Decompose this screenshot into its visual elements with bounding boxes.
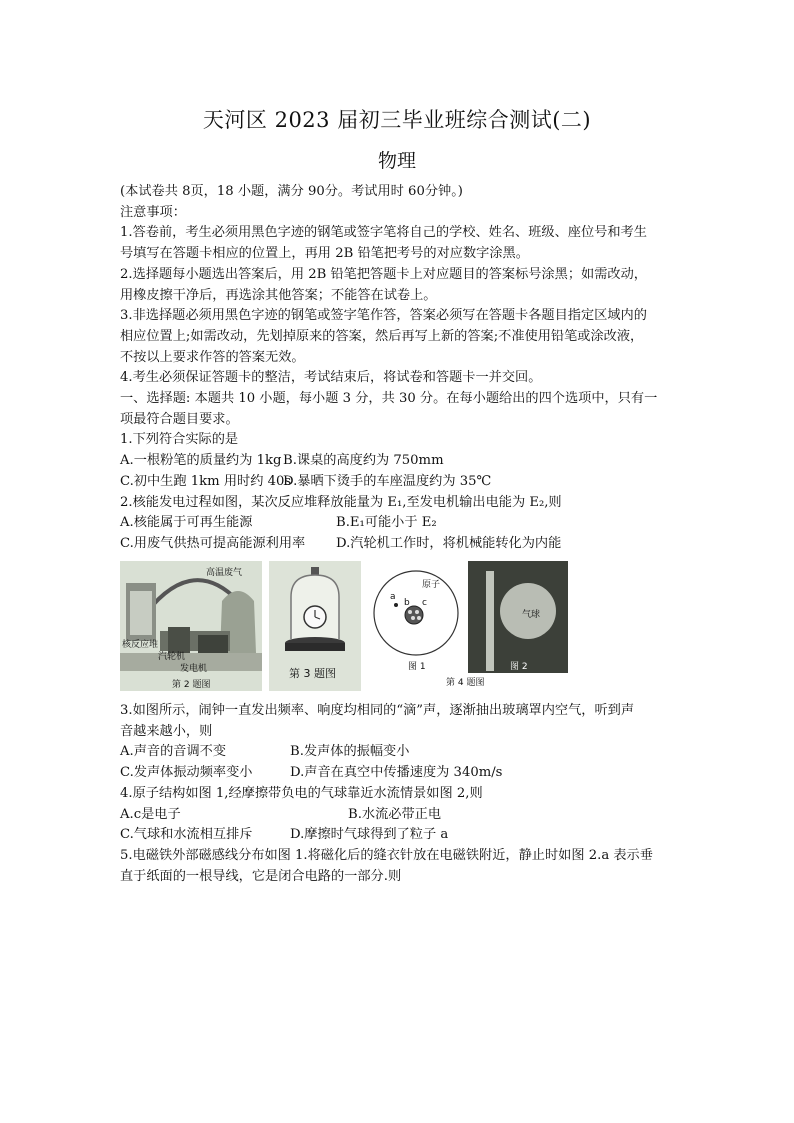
q2-stem: 2.核能发电过程如图，某次反应堆释放能量为 E₁,至发电机输出电能为 E₂,则 bbox=[120, 494, 562, 510]
q4-option-a: A.c是电子 bbox=[120, 806, 181, 822]
q2-options-row-1 bbox=[120, 513, 680, 534]
notice-line: 1.答卷前，考生必须用黑色字迹的钢笔或签字笔将自己的学校、姓名、班级、座位号和考生 bbox=[120, 225, 647, 241]
water-stream bbox=[486, 571, 494, 671]
q3-option-a: A.声音的音调不变 bbox=[120, 744, 227, 760]
bell-jar-illustration bbox=[269, 561, 361, 691]
exam-body-lower bbox=[120, 701, 680, 887]
q4-options-row-1 bbox=[120, 805, 680, 826]
exam-title: 天河区 2023 届初三毕业班综合测试(二) bbox=[202, 108, 592, 132]
figure-4-caption: 第 4 题图 bbox=[446, 678, 485, 688]
q3-option-b: B.发声体的振幅变小 bbox=[290, 744, 410, 760]
label-reactor: 核反应堆 bbox=[122, 640, 159, 650]
q3-option-c: C.发声体振动频率变小 bbox=[120, 765, 253, 781]
figure-3 bbox=[269, 561, 361, 691]
label-hot-exhaust: 高温废气 bbox=[206, 568, 243, 578]
notice-line: 2.选择题每小题选出答案后，用 2B 铅笔把答题卡上对应题目的答案标号涂黑；如需改动， bbox=[120, 266, 647, 282]
q1-stem: 1.下列符合实际的是 bbox=[120, 432, 239, 448]
label-generator: 发电机 bbox=[180, 664, 208, 674]
notice-line: 4.考生必须保证答题卡的整洁，考试结束后，将试卷和答题卡一并交回。 bbox=[120, 370, 542, 386]
notice-heading: 注意事项： bbox=[120, 204, 186, 220]
figure-2-caption: 第 2 题图 bbox=[172, 680, 211, 690]
notice-line: 相应位置上;如需改动，先划掉原来的答案，然后再写上新的答案;不准使用铅笔或涂改液， bbox=[120, 328, 644, 344]
q1-option-a: A.一根粉笔的质量约为 1kg bbox=[120, 453, 282, 469]
section-heading: 一、选择题: 本题共 10 小题，每小题 3 分，共 30 分。在每小题给出的四个选项中，只有一 bbox=[120, 391, 658, 407]
q3-option-d: D.声音在真空中传播速度为 340m/s bbox=[290, 765, 503, 781]
q4-option-d: D.摩擦时气球得到了粒子 a bbox=[290, 827, 449, 843]
exam-body-upper bbox=[120, 182, 680, 555]
q1-option-d: D.暴晒下烫手的车座温度约为 35℃ bbox=[283, 473, 492, 489]
label-a: a bbox=[390, 592, 396, 602]
q3-options-row-2 bbox=[120, 763, 680, 784]
q1-option-c: C.初中生跑 1km 用时约 40s bbox=[120, 473, 292, 489]
q2-option-d: D.汽轮机工作时，将机械能转化为内能 bbox=[336, 535, 562, 551]
atom-balloon-illustration bbox=[368, 561, 568, 691]
figures-row bbox=[120, 561, 570, 691]
q4-stem: 4.原子结构如图 1,经摩擦带负电的气球靠近水流情景如图 2,则 bbox=[120, 785, 483, 801]
q1-option-b: B.课桌的高度约为 750mm bbox=[283, 453, 444, 469]
figure-2 bbox=[120, 561, 262, 691]
figure-4-sub-2: 图 2 bbox=[510, 662, 528, 672]
subject-title: 物理 bbox=[377, 150, 416, 172]
q3-stem: 3.如图所示，闹钟一直发出频率、响度均相同的“滴”声，逐渐抽出玻璃罩内空气，听到声 bbox=[120, 703, 634, 718]
q4-option-c: C.气球和水流相互排斥 bbox=[120, 827, 253, 843]
notice-line: 用橡皮擦干净后，再选涂其他答案；不能答在试卷上。 bbox=[120, 287, 437, 303]
notice-line: 3.非选择题必须用黑色字迹的钢笔或签字笔作答，答案必须写在答题卡各题目指定区域内的 bbox=[120, 308, 647, 324]
q3-stem-cont: 音越来越小，则 bbox=[120, 723, 213, 739]
q2-option-a: A.核能属于可再生能源 bbox=[120, 515, 253, 531]
label-b: b bbox=[404, 598, 410, 608]
q2-option-b: B.E₁可能小于 E₂ bbox=[336, 515, 437, 531]
section-heading-cont: 项最符合题目要求。 bbox=[120, 411, 239, 427]
label-turbine: 汽轮机 bbox=[158, 652, 186, 662]
label-c: c bbox=[422, 598, 427, 608]
q5-stem: 5.电磁铁外部磁感线分布如图 1.将磁化后的缝衣针放在电磁铁附近，静止时如图 2.a 表示垂 bbox=[120, 847, 653, 863]
atom-nucleus bbox=[405, 606, 423, 624]
q4-option-b: B.水流必带正电 bbox=[348, 806, 442, 822]
exam-info: (本试卷共 8页，18 小题，满分 90分。考试用时 60分钟。) bbox=[120, 184, 463, 199]
q3-options-row-1 bbox=[120, 742, 680, 763]
figure-4 bbox=[368, 561, 568, 691]
label-balloon: 气球 bbox=[522, 610, 541, 620]
q1-options-row-2 bbox=[120, 472, 680, 493]
q5-stem-cont: 直于纸面的一根导线，它是闭合电路的一部分.则 bbox=[120, 868, 402, 884]
q1-options-row-1 bbox=[120, 451, 680, 472]
figure-4-sub-1: 图 1 bbox=[408, 662, 426, 672]
figure-3-caption: 第 3 题图 bbox=[289, 667, 336, 680]
q4-options-row-2 bbox=[120, 825, 680, 846]
q2-options-row-2 bbox=[120, 534, 680, 555]
label-atom: 原子 bbox=[422, 580, 441, 590]
notice-line: 号填写在答题卡相应的位置上，再用 2B 铅笔把考号的对应数字涂黑。 bbox=[120, 246, 529, 262]
notice-line: 不按以上要求作答的答案无效。 bbox=[120, 349, 305, 365]
nuclear-plant-illustration bbox=[120, 561, 262, 691]
q2-option-c: C.用废气供热可提高能源利用率 bbox=[120, 535, 306, 551]
